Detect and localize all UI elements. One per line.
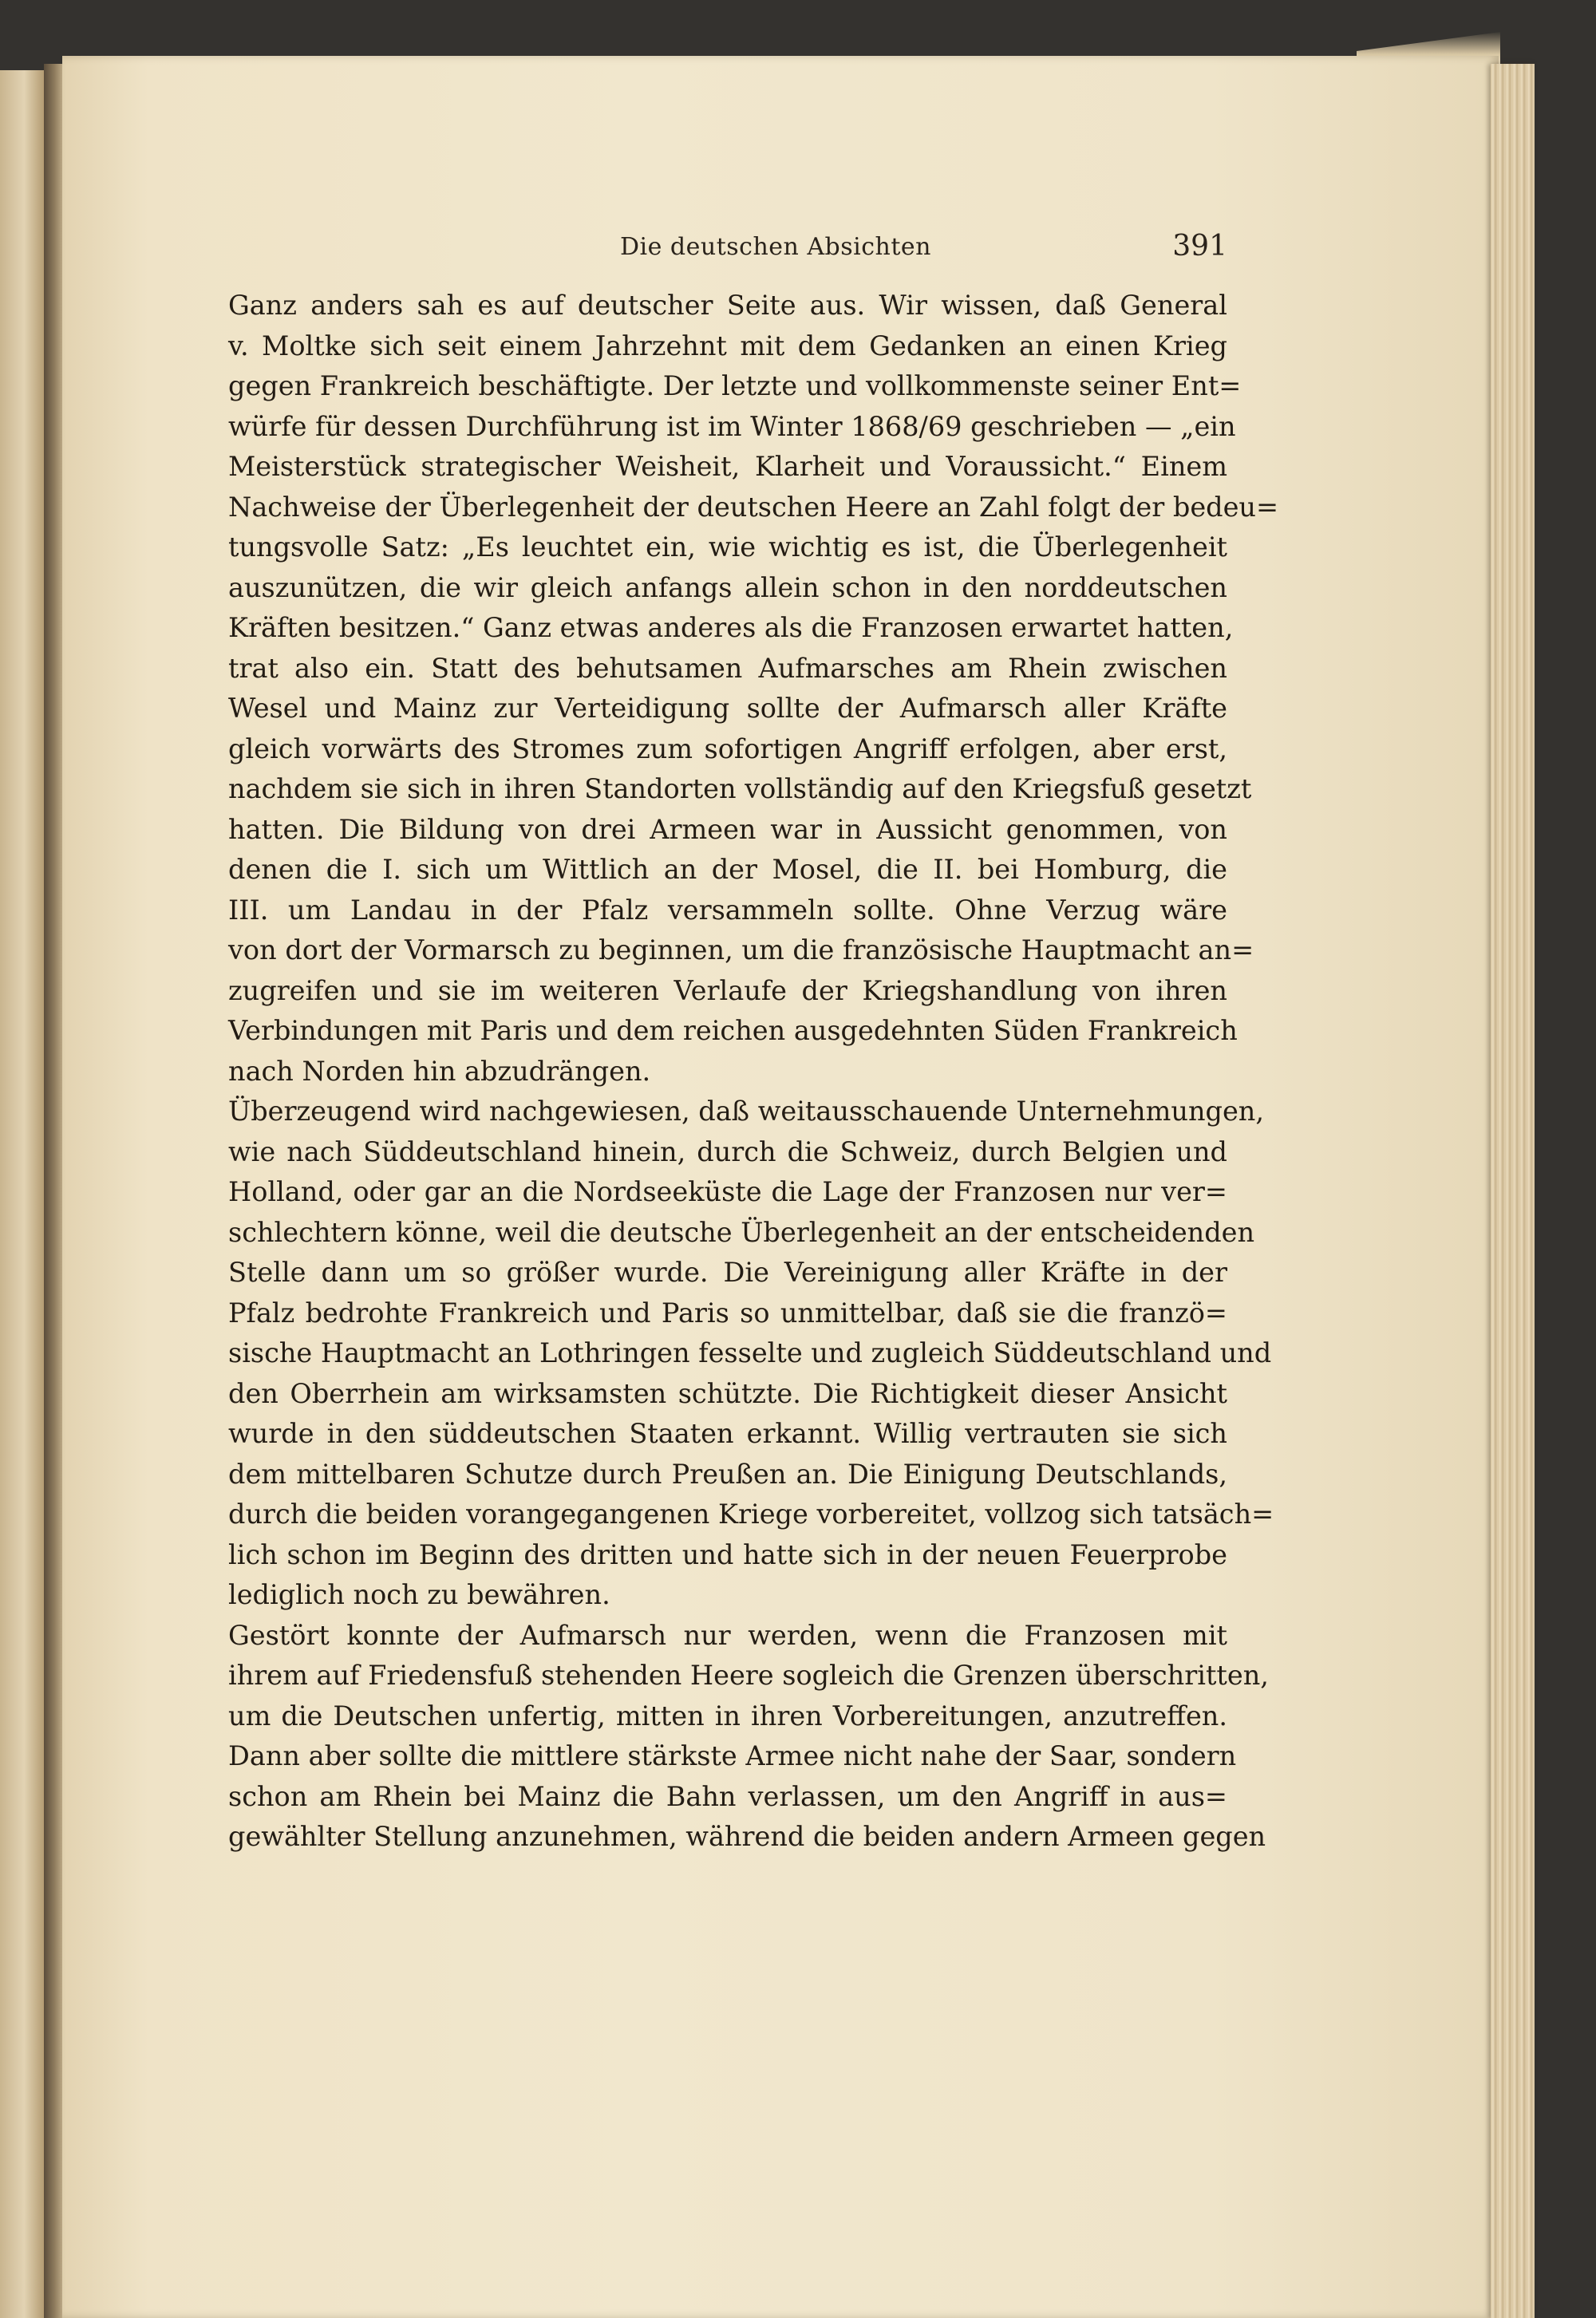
text-line: von dort der Vormarsch zu beginnen, um die französische Hauptmacht an=	[228, 934, 1254, 966]
left-page-edge	[0, 70, 44, 2318]
text-line: Wesel und Mainz zur Verteidigung sollte der Aufmarsch aller Kräfte	[228, 693, 1227, 724]
text-line: zugreifen und sie im weiteren Verlaufe der Kriegshandlung von ihren	[228, 974, 1227, 1006]
text-line: gewählter Stellung anzunehmen, während die beiden andern Armeen gegen	[228, 1821, 1266, 1852]
text-line: Verbindungen mit Paris und dem reichen ausgedehnten Süden Frankreich	[228, 1015, 1238, 1046]
text-line: tungsvolle Satz: „Es leuchtet ein, wie wichtig es ist, die Überlegenheit	[228, 531, 1227, 563]
paragraph	[228, 1616, 1269, 1858]
text-line: würfe für dessen Durchführung ist im Winter 1868/69 geschrieben — „ein	[228, 410, 1236, 442]
paragraph	[228, 1092, 1274, 1616]
text-line: dem mittelbaren Schutze durch Preußen an. Die Einigung Deutschlands,	[228, 1458, 1227, 1490]
text-line: schon am Rhein bei Mainz die Bahn verlassen, um den Angriff in aus=	[228, 1780, 1227, 1812]
text-line: Ganz anders sah es auf deutscher Seite aus. Wir wissen, daß General	[228, 290, 1227, 321]
text-line: denen die I. sich um Wittlich an der Mosel, die II. bei Homburg, die	[228, 854, 1227, 885]
text-line: ihrem auf Friedensfuß stehenden Heere sogleich die Grenzen überschritten,	[228, 1660, 1269, 1691]
page-number: 391	[1172, 230, 1227, 263]
text-line: Gestört konnte der Aufmarsch nur werden, wenn die Franzosen mit	[228, 1619, 1227, 1651]
body-text	[228, 286, 1279, 1858]
text-line: Pfalz bedrohte Frankreich und Paris so unmittelbar, daß sie die franzö=	[228, 1297, 1227, 1329]
text-line: v. Moltke sich seit einem Jahrzehnt mit dem Gedanken an einen Krieg	[228, 330, 1227, 361]
text-line: lich schon im Beginn des dritten und hatte sich in der neuen Feuerprobe	[228, 1538, 1227, 1570]
running-title: Die deutschen Absichten	[619, 233, 931, 261]
text-line: gleich vorwärts des Stromes zum sofortigen Angriff erfolgen, aber erst,	[228, 733, 1227, 764]
text-line: durch die beiden vorangegangenen Kriege vorbereitet, vollzog sich tatsäch=	[228, 1499, 1274, 1530]
text-line: den Oberrhein am wirksamsten schützte. Die Richtigkeit dieser Ansicht	[228, 1377, 1227, 1409]
text-line: nachdem sie sich in ihren Standorten vollständig auf den Kriegsfuß gesetzt	[228, 773, 1252, 804]
text-line: Dann aber sollte die mittlere stärkste Armee nicht nahe der Saar, sondern	[228, 1740, 1237, 1771]
text-line: nach Norden hin abzudrängen.	[228, 1055, 651, 1087]
paragraph	[228, 286, 1279, 1092]
text-line: Stelle dann um so größer wurde. Die Vereinigung aller Kräfte in der	[228, 1257, 1227, 1288]
text-line: wie nach Süddeutschland hinein, durch die Schweiz, durch Belgien und	[228, 1135, 1227, 1167]
text-line: Holland, oder gar an die Nordseeküste die Lage der Franzosen nur ver=	[228, 1176, 1227, 1207]
text-line: trat also ein. Statt des behutsamen Aufmarsches am Rhein zwischen	[228, 652, 1227, 684]
page-header	[228, 230, 1227, 273]
text-line: schlechtern könne, weil die deutsche Überlegenheit an der entscheidenden	[228, 1216, 1255, 1248]
text-line: wurde in den süddeutschen Staaten erkannt. Willig vertrauten sie sich	[228, 1418, 1227, 1449]
text-line: Überzeugend wird nachgewiesen, daß weitausschauende Unternehmungen,	[228, 1096, 1265, 1127]
text-line: Nachweise der Überlegenheit der deutschen Heere an Zahl folgt der bedeu=	[228, 491, 1279, 523]
text-line: hatten. Die Bildung von drei Armeen war in Aussicht genommen, von	[228, 813, 1227, 845]
text-line: Meisterstück strategischer Weisheit, Klarheit und Voraussicht.“ Einem	[228, 451, 1227, 482]
text-line: gegen Frankreich beschäftigte. Der letzte und vollkommenste seiner Ent=	[228, 370, 1242, 401]
text-line: um die Deutschen unfertig, mitten in ihren Vorbereitungen, anzutreffen.	[228, 1700, 1227, 1732]
text-line: auszunützen, die wir gleich anfangs allein schon in den norddeutschen	[228, 571, 1227, 603]
text-line: lediglich noch zu bewähren.	[228, 1579, 610, 1610]
text-line: sische Hauptmacht an Lothringen fesselte und zugleich Süddeutschland und	[228, 1337, 1272, 1368]
text-line: III. um Landau in der Pfalz versammeln sollte. Ohne Verzug wäre	[228, 894, 1227, 926]
text-line: Kräften besitzen.“ Ganz etwas anderes als die Franzosen erwartet hatten,	[228, 612, 1234, 643]
page-stack-edge	[1491, 64, 1535, 2318]
